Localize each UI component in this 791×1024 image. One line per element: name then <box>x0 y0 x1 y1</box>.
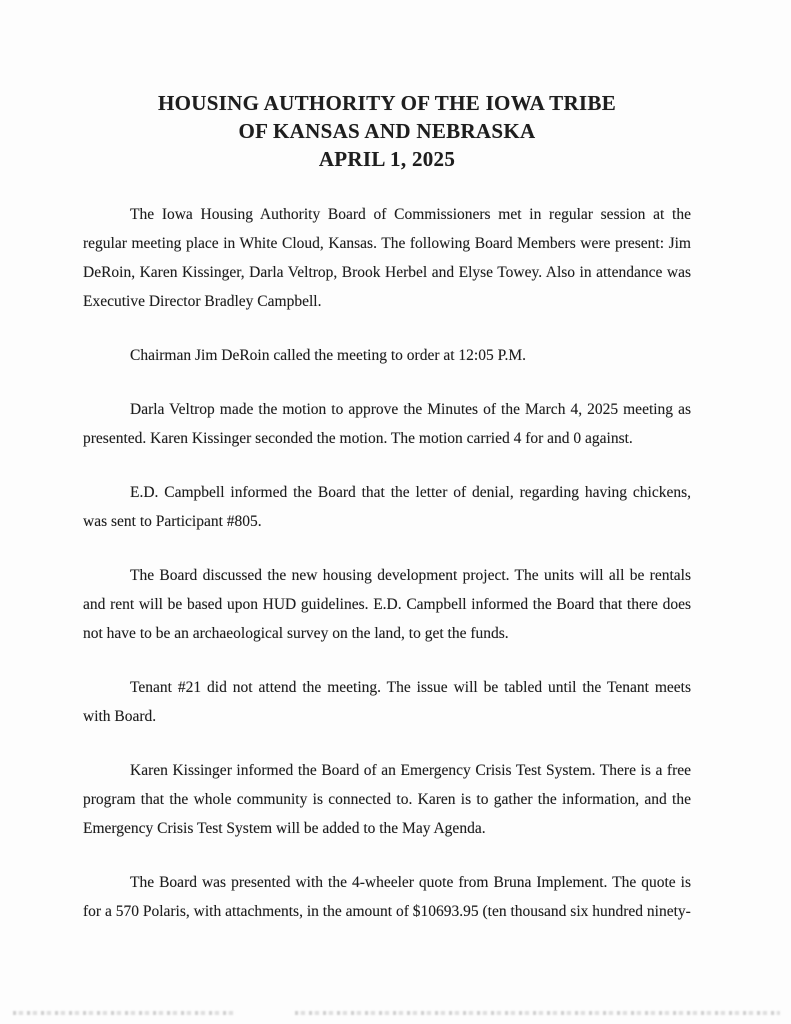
paragraph-housing-project: The Board discussed the new housing development project. The units will all be rentals and rent will be based upon HUD guidelines. E.D. Campbell informed the Board that there does not have to be an archaeological survey on the land, to get the funds. <box>83 567 691 642</box>
document-title-line-2: OF KANSAS AND NEBRASKA <box>238 119 536 143</box>
document-title-line-3: APRIL 1, 2025 <box>318 147 456 171</box>
paragraph-wheeler-quote: The Board was presented with the 4-wheeler quote from Bruna Implement. The quote is for a 570 Polaris, with attachments, in the amount of $10693.95 (ten thousand six hundred ninety- <box>83 874 691 920</box>
paragraph-call-to-order: Chairman Jim DeRoin called the meeting to order at 12:05 P.M. <box>130 347 527 364</box>
paragraph-attendance: The Iowa Housing Authority Board of Commissioners met in regular session at the regular meeting place in White Cloud, Kansas. The following Board Members were present: Jim DeRoin, Karen Kissinger, Darla Veltrop, Brook Herbel and Elyse Towey. Also in attendance was Executive Director Bradley Campbell. <box>83 206 691 310</box>
paragraph-denial-letter: E.D. Campbell informed the Board that the letter of denial, regarding having chickens, was sent to Participant #805. <box>83 484 691 530</box>
document-title <box>83 89 691 173</box>
paragraph-crisis-system: Karen Kissinger informed the Board of an Emergency Crisis Test System. There is a free program that the whole community is connected to. Karen is to gather the information, and the Emergency Crisis Test System will be added to the May Agenda. <box>83 762 691 837</box>
document-body <box>83 200 691 951</box>
paragraph-minutes-approval: Darla Veltrop made the motion to approve the Minutes of the March 4, 2025 meeting as presented. Karen Kissinger seconded the motion. The motion carried 4 for and 0 against. <box>83 401 691 447</box>
document-title-line-1: HOUSING AUTHORITY OF THE IOWA TRIBE <box>157 91 617 115</box>
scan-bleed-artifact-right <box>295 1011 780 1015</box>
scan-bleed-artifact-left <box>13 1011 235 1015</box>
paragraph-tenant-21: Tenant #21 did not attend the meeting. The issue will be tabled until the Tenant meets with Board. <box>83 679 691 725</box>
